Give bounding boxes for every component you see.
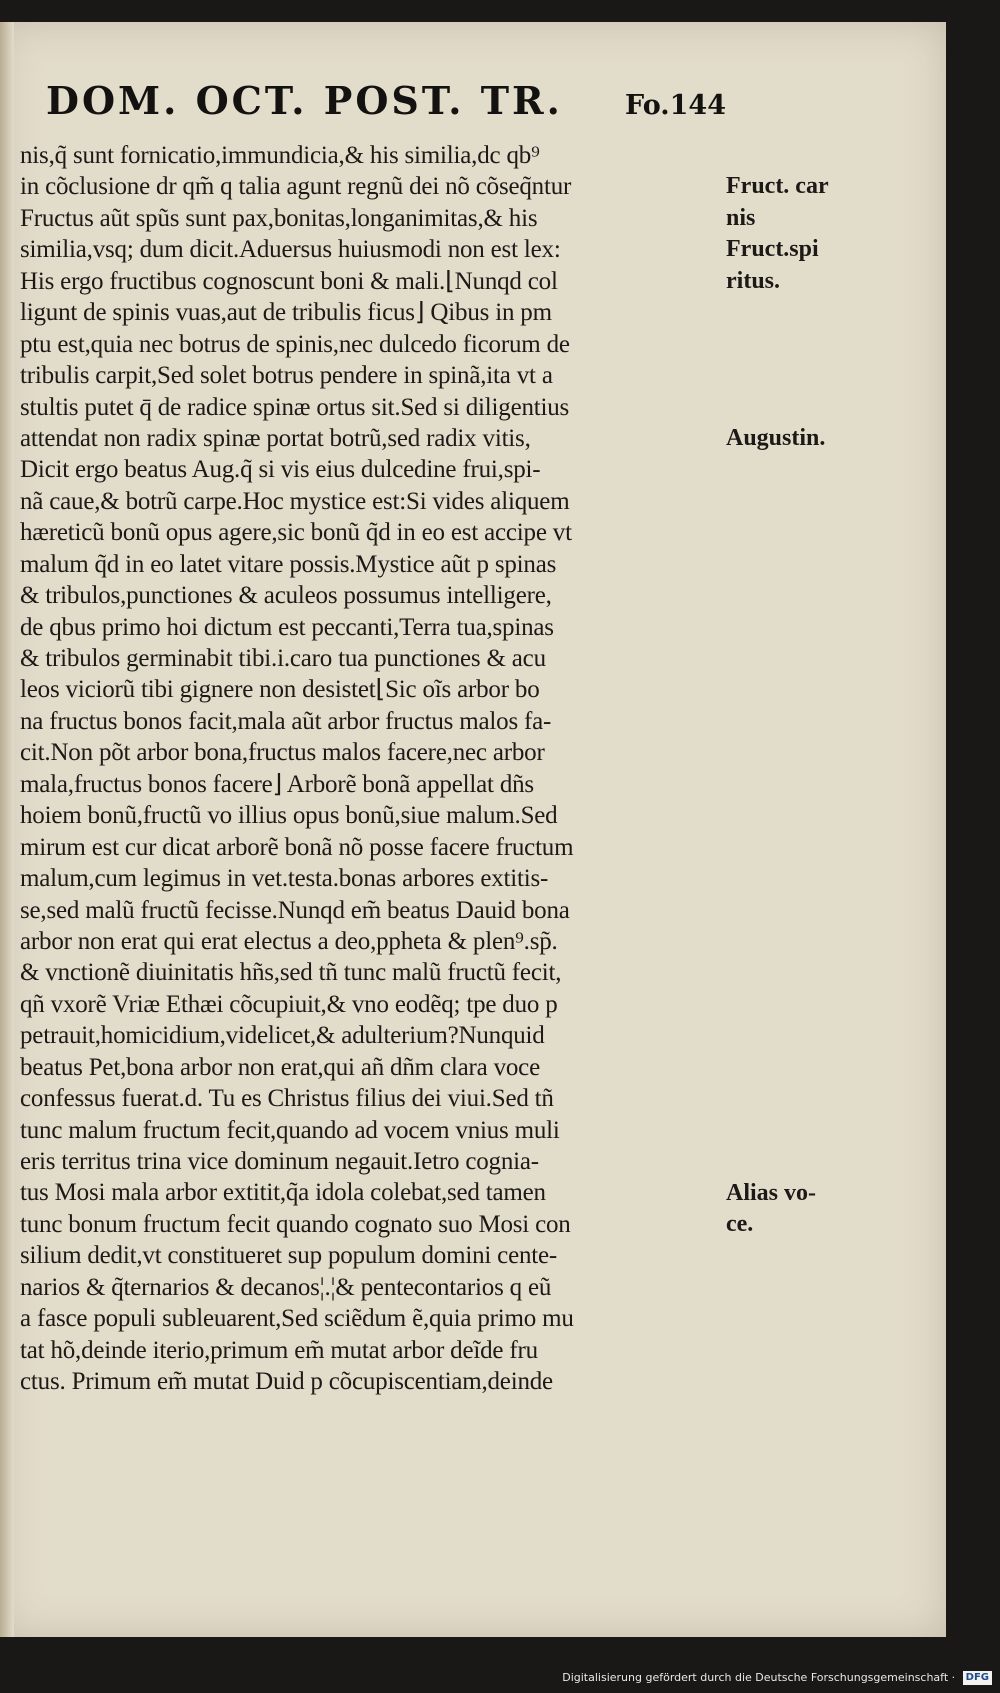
text-line: stultis putet q̄ de radice spinæ ortus sit.Sed si diligentius bbox=[20, 393, 570, 421]
margin-note bbox=[726, 171, 846, 234]
text-line: Dicit ergo beatus Aug.q̃ si vis eius dulcedine frui,spi- bbox=[20, 456, 541, 484]
folio-number: Fo.144 bbox=[625, 90, 726, 121]
book-page bbox=[0, 22, 946, 1637]
text-line: mirum est cur dicat arborẽ bonã nõ posse facere fructum bbox=[20, 833, 574, 861]
text-line: similia,vsq; dum dicit.Aduersus huiusmodi non est lex: bbox=[20, 236, 561, 264]
text-line: de qbus primo hoi dictum est peccanti,Terra tua,spinas bbox=[20, 613, 554, 641]
text-line: nis,q̃ sunt fornicatio,immundicia,& his similia,dc qb⁹ bbox=[20, 142, 540, 169]
text-line: tunc bonum fructum fecit quando cognato suo Mosi con bbox=[20, 1210, 571, 1238]
running-title: DOM. OCT. POST. TR. bbox=[46, 78, 563, 123]
margin-note-line: ritus. bbox=[726, 267, 780, 294]
text-line: narios & q̃ternarios & decanos¦.¦& pentecontarios q eũ bbox=[20, 1273, 552, 1301]
text-line: tat hõ,deinde iterio,primum em̃ mutat arbor deĩde fru bbox=[20, 1336, 538, 1364]
margin-note-line: Alias vo- bbox=[726, 1179, 816, 1206]
text-line: petrauit,homicidium,videlicet,& adulterium?Nunquid bbox=[20, 1022, 545, 1050]
running-header bbox=[46, 78, 726, 130]
text-line: & vnctionẽ diuinitatis hñs,sed tñ tunc malũ fructũ fecit, bbox=[20, 959, 562, 987]
margin-note-line: ce. bbox=[726, 1211, 754, 1238]
text-line: arbor non erat qui erat electus a deo,ppheta & plen⁹.sp̃. bbox=[20, 927, 558, 955]
text-line: qñ vxorẽ Vriæ Ethæi cõcupiuit,& vno eodẽq; tpe duo p bbox=[20, 990, 558, 1018]
margin-note bbox=[726, 1178, 846, 1241]
text-line: malum,cum legimus in vet.testa.bonas arbores extitis- bbox=[20, 865, 549, 893]
margin-note-line: Fruct. car bbox=[726, 173, 829, 200]
text-line: confessus fuerat.d. Tu es Christus filius dei viui.Sed tñ bbox=[20, 1085, 554, 1113]
text-line: nã caue,& botrũ carpe.Hoc mystice est:Si vides aliquem bbox=[20, 487, 570, 515]
text-line: tunc malum fructum fecit,quando ad vocem vnius muli bbox=[20, 1116, 560, 1144]
margin-note-line: nis bbox=[726, 204, 756, 231]
text-line: hæreticũ bonũ opus agere,sic bonũ q̃d in eo est accipe vt bbox=[20, 519, 572, 547]
text-line: & tribulos,punctiones & aculeos possumus intelligere, bbox=[20, 582, 552, 610]
margin-note-line: Augustin. bbox=[726, 425, 826, 452]
text-line: na fructus bonos facit,mala aũt arbor fructus malos fa- bbox=[20, 707, 552, 735]
margin-note bbox=[726, 423, 846, 454]
text-line: His ergo fructibus cognoscunt boni & mali.⌊Nunqd col bbox=[20, 267, 558, 295]
text-line: in cõclusione dr qm̃ q talia agunt regnũ dei nõ cõseq̃ntur bbox=[20, 173, 572, 201]
dfg-logo: DFG bbox=[963, 1671, 992, 1685]
text-line: ctus. Primum em̃ mutat Duid p cõcupiscentiam,deinde bbox=[20, 1368, 553, 1396]
text-line: Fructus aũt spũs sunt pax,bonitas,longanimitas,& his bbox=[20, 204, 538, 232]
text-line: attendat non radix spinæ portat botrũ,sed radix vitis, bbox=[20, 424, 531, 452]
text-line: se,sed malũ fructũ fecisse.Nunqd em̃ beatus Dauid bona bbox=[20, 896, 570, 924]
text-line: tus Mosi mala arbor extitit,q̃a idola colebat,sed tamen bbox=[20, 1179, 546, 1207]
text-line: silium dedit,vt constitueret sup populum domini cente- bbox=[20, 1242, 558, 1270]
text-line: ligunt de spinis vuas,aut de tribulis ficus⌋ Qibus in pm bbox=[20, 299, 552, 327]
text-line: malum q̃d in eo latet vitare possis.Mystice aũt p spinas bbox=[20, 550, 557, 578]
main-text-column bbox=[20, 140, 730, 1398]
text-line: cit.Non põt arbor bona,fructus malos facere,nec arbor bbox=[20, 739, 545, 767]
text-line: mala,fructus bonos facere⌋ Arborẽ bonã appellat dñs bbox=[20, 770, 534, 798]
text-line: ptu est,quia nec botrus de spinis,nec dulcedo ficorum de bbox=[20, 330, 570, 358]
text-line: leos viciorũ tibi gignere non desistet⌊Sic oĩs arbor bo bbox=[20, 676, 540, 704]
text-line: eris territus trina vice dominum negauit.Ietro cognia- bbox=[20, 1148, 539, 1175]
margin-note bbox=[726, 234, 846, 297]
text-line: tribulis carpit,Sed solet botrus pendere in spinã,ita vt a bbox=[20, 362, 553, 390]
margin-note-line: Fruct.spi bbox=[726, 236, 819, 263]
text-line: a fasce populi subleuarent,Sed sciẽdum ẽ,quia primo mu bbox=[20, 1305, 574, 1333]
credit-text: Digitalisierung gefördert durch die Deutsche Forschungsgemeinschaft · bbox=[562, 1671, 956, 1684]
text-line: hoiem bonũ,fructũ vo illius opus bonũ,siue malum.Sed bbox=[20, 802, 558, 830]
text-line: beatus Pet,bona arbor non erat,qui añ dñm clara voce bbox=[20, 1053, 540, 1081]
text-line: & tribulos germinabit tibi.i.caro tua punctiones & acu bbox=[20, 645, 546, 672]
digitization-credit bbox=[562, 1667, 992, 1689]
